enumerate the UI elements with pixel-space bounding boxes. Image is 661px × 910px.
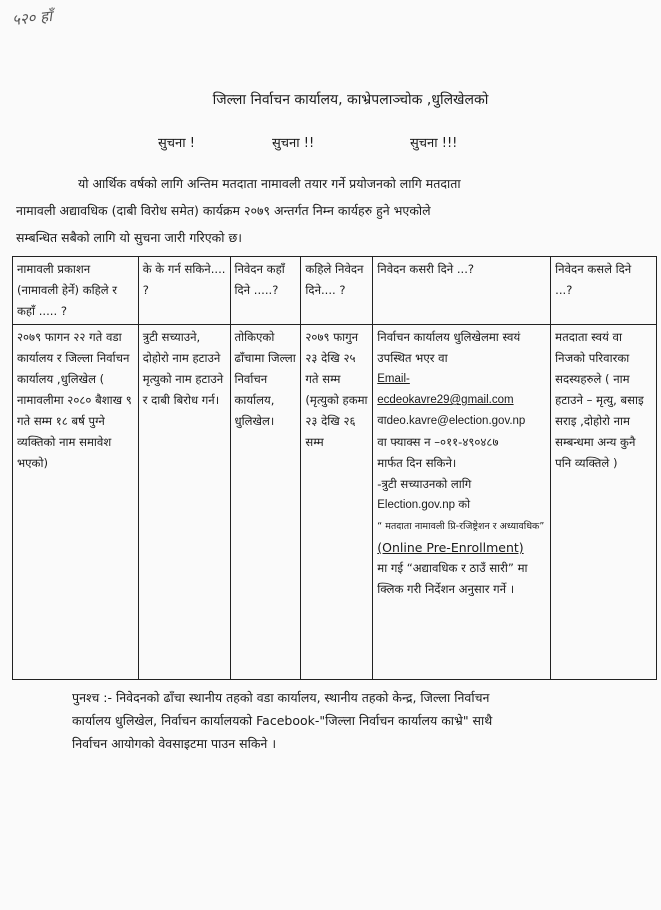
handwritten-note: ५२० हाँ [11, 6, 53, 30]
header-how-apply: निवेदन कसरी दिने ...? [373, 257, 551, 325]
how-part1: निर्वाचन कार्यालय धुलिखेलमा स्वयं उपस्थित भएर वा [377, 330, 521, 365]
cell-publication: २०७९ फागन २२ गते वडा कार्यालय र जिल्ला निर्वाचन कार्यालय ,धुलिखेल ( नामावलीमा २०८० बैशाख ९ गते सम्म १८ बर्ष पुग्ने व्यक्तिको नाम समावेश भएको) [13, 325, 139, 680]
how-part4: मा गई “अद्यावधिक र ठाउँ सारी” मा क्लिक गरी निर्देशन अनुसार गर्ने । [377, 561, 528, 596]
header-who-apply: निवेदन कसले दिने ...? [551, 257, 657, 325]
intro-line: सम्बन्धित सबैको लागि यो सुचना जारी गरिएको छ। [16, 230, 242, 245]
notice-heading-3: सुचना !!! [410, 136, 458, 151]
how-part2: मार्फत दिन सकिने। [377, 456, 457, 470]
cell-who: मतदाता स्वयं वा निजको परिवारका सदस्यहरुले ( नाम हटाउने – मृत्यु, बसाइ सराइ ,दोहोरो नाम सम्बन्धमा अन्य कुनै पनि व्यक्तिले ) [551, 325, 657, 680]
postscript-line: पुनश्च :- निवेदनको ढाँचा स्थानीय तहको वडा कार्यालय, स्थानीय तहको केन्द्र, जिल्ला निर्वाचन [72, 690, 490, 705]
cell-how [373, 325, 551, 680]
email-link-1[interactable]: ecdeokavre29@gmail.com [377, 394, 514, 406]
website-text: Election.gov.np को [377, 499, 471, 511]
how-part3: -त्रुटी सच्याउनको लागि [377, 477, 472, 491]
email-link-2[interactable]: वाdeo.kavre@election.gov.np [377, 415, 526, 427]
notice-heading-2: सुचना !! [272, 136, 315, 151]
postscript-line: कार्यालय धुलिखेल, निर्वाचन कार्यालयको Facebook-"जिल्ला निर्वाचन कार्यालय काभ्रे" साथै [72, 713, 493, 728]
email-label: Email- [377, 373, 410, 385]
cell-actions: त्रुटी सच्याउने, दोहोरो नाम हटाउने मृत्युको नाम हटाउने र दाबी बिरोध गर्न। [138, 325, 230, 680]
notice-table [12, 256, 657, 680]
postscript-line: निर्वाचन आयोगको वेवसाइटमा पाउन सकिने । [72, 736, 277, 751]
preregistration-quote: “ मतदाता नामावली प्रि-रजिष्ट्रेशन र अध्यावधिक” [377, 521, 545, 532]
fax-number: वा फ्याक्स न –०११-४९०४८७ [377, 435, 499, 449]
header-when-where-publish: नामावली प्रकाशन (नामावली हेर्ने) कहिले र कहाँ ..... ? [13, 257, 139, 325]
table-header-row [13, 257, 657, 325]
intro-line: यो आर्थिक वर्षको लागि अन्तिम मतदाता नामावली तयार गर्ने प्रयोजनको लागि मतदाता [78, 176, 461, 191]
header-where-apply: निवेदन कहाँ दिने .....? [230, 257, 301, 325]
header-what-can-do: के के गर्न सकिने.... ? [138, 257, 230, 325]
notice-heading-1: सुचना ! [158, 136, 195, 151]
cell-where: तोकिएको ढाँचामा जिल्ला निर्वाचन कार्यालय, धुलिखेल। [230, 325, 301, 680]
online-preenrollment: (Online Pre-Enrollment) [377, 540, 524, 555]
table-row [13, 325, 657, 680]
postscript [72, 686, 612, 755]
intro-line: नामावली अद्यावधिक (दाबी विरोध समेत) कार्यक्रम २०७९ अन्तर्गत निम्न कार्यहरु हुने भएकोले [16, 203, 431, 218]
cell-when: २०७९ फागुन २३ देखि २५ गते सम्म (मृत्युको हकमा २३ देखि २६ सम्म [301, 325, 373, 680]
office-title: जिल्ला निर्वाचन कार्यालय, काभ्रेपलाञ्चोक ,धुलिखेलको [212, 92, 489, 108]
header-when-apply: कहिले निवेदन दिने.... ? [301, 257, 373, 325]
intro-paragraph [16, 170, 618, 251]
